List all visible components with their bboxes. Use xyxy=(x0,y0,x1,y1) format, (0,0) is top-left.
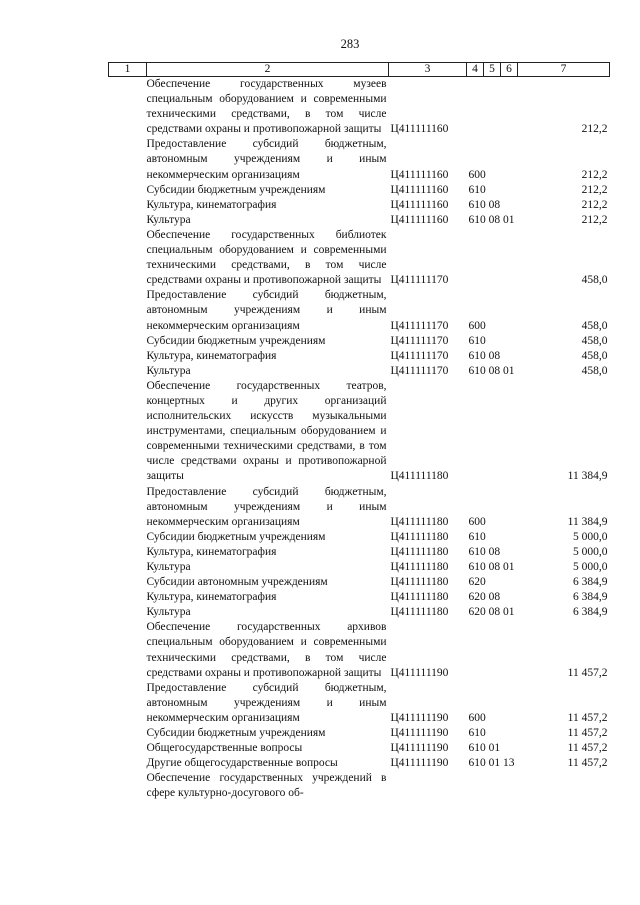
row-vr-text: 610 xyxy=(468,530,486,543)
row-code: Ц411111190 xyxy=(390,757,449,770)
table-row xyxy=(109,620,610,680)
row-name: Субсидии автономным учреждениям xyxy=(146,576,328,589)
row-name: Предоставление субсидий бюджетным, автономным учреждениям и иным некоммерческим организациям xyxy=(146,681,387,724)
row-amount xyxy=(518,771,610,801)
budget-table xyxy=(108,62,610,802)
table-row xyxy=(109,726,610,741)
row-name: Культура, кинематография xyxy=(146,349,277,362)
table-row xyxy=(109,590,610,605)
table-row xyxy=(109,545,610,560)
row-spacer xyxy=(109,334,147,349)
header-cell: 2 xyxy=(147,63,389,77)
header-cell: 3 xyxy=(389,63,467,77)
row-amount: 6 384,9 xyxy=(573,591,608,604)
row-name: Культура xyxy=(146,213,191,226)
row-code xyxy=(389,771,467,801)
table-row xyxy=(109,771,610,801)
row-vr-text: 600 xyxy=(468,168,486,181)
row-amount: 458,0 xyxy=(581,349,608,362)
row-name: Обеспечение государственных театров, концертных и других организаций исполнительских искусств музыкальными инструментами, специальным оборудованием и современными техническими средствами, в том числе средствами охраны и противопожарной защиты xyxy=(146,379,387,483)
row-vr-text: 620 xyxy=(468,576,486,589)
row-amount: 6 384,9 xyxy=(573,576,608,589)
header-row xyxy=(109,63,610,77)
row-spacer xyxy=(109,575,147,590)
row-spacer xyxy=(109,485,147,530)
row-code: Ц411111190 xyxy=(390,742,449,755)
row-name: Культура xyxy=(146,606,191,619)
row-code: Ц411111180 xyxy=(390,606,449,619)
row-spacer xyxy=(109,590,147,605)
row-name: Общегосударственные вопросы xyxy=(146,742,303,755)
row-spacer xyxy=(109,349,147,364)
row-vr xyxy=(467,334,518,349)
row-vr xyxy=(467,605,518,620)
row-amount: 212,2 xyxy=(581,213,608,226)
row-spacer xyxy=(109,756,147,771)
row-amount: 5 000,0 xyxy=(573,561,608,573)
row-amount: 11 457,2 xyxy=(567,757,608,770)
row-vr xyxy=(467,213,518,228)
row-code: Ц411111170 xyxy=(390,364,449,377)
row-vr xyxy=(467,77,518,138)
table-row xyxy=(109,485,610,530)
row-vr-text: 610 xyxy=(468,334,486,347)
row-name: Культура, кинематография xyxy=(146,591,277,604)
row-name: Культура xyxy=(146,561,191,573)
row-amount: 212,2 xyxy=(581,198,608,211)
row-name: Обеспечение государственных учреждений в сфере культурно-досугового об- xyxy=(146,772,387,800)
row-spacer xyxy=(109,560,147,575)
row-spacer xyxy=(109,183,147,198)
row-code: Ц411111180 xyxy=(390,515,449,528)
row-name: Культура xyxy=(146,364,191,377)
row-spacer xyxy=(109,213,147,228)
row-spacer xyxy=(109,741,147,756)
row-amount: 11 457,2 xyxy=(567,666,608,679)
header-cell: 7 xyxy=(518,63,610,77)
row-amount: 458,0 xyxy=(581,319,608,332)
row-spacer xyxy=(109,620,147,680)
row-spacer xyxy=(109,605,147,620)
row-vr-text: 610 08 xyxy=(468,545,501,558)
row-vr xyxy=(467,530,518,545)
row-spacer xyxy=(109,726,147,741)
row-vr xyxy=(467,349,518,364)
row-code: Ц411111170 xyxy=(390,349,449,362)
table-row xyxy=(109,741,610,756)
header-cell: 5 xyxy=(484,63,501,77)
row-vr-text: 610 08 01 xyxy=(468,364,515,377)
row-code: Ц411111170 xyxy=(390,274,449,287)
row-amount: 11 457,2 xyxy=(567,711,608,724)
row-vr-text: 610 xyxy=(468,727,486,740)
row-amount: 5 000,0 xyxy=(573,530,608,543)
row-name: Культура, кинематография xyxy=(146,198,277,211)
row-amount: 458,0 xyxy=(581,274,608,287)
row-vr xyxy=(467,379,518,485)
row-vr xyxy=(467,545,518,560)
row-code: Ц411111160 xyxy=(390,198,449,211)
table-row xyxy=(109,349,610,364)
row-amount: 458,0 xyxy=(581,334,608,347)
table-row xyxy=(109,756,610,771)
row-name: Другие общегосударственные вопросы xyxy=(146,757,338,770)
table-row xyxy=(109,137,610,182)
table-row xyxy=(109,198,610,213)
row-amount: 11 384,9 xyxy=(567,470,608,483)
row-vr xyxy=(467,183,518,198)
table-row xyxy=(109,681,610,726)
row-name: Предоставление субсидий бюджетным, автономным учреждениям и иным некоммерческим организациям xyxy=(146,485,387,528)
row-amount: 11 457,2 xyxy=(567,727,608,740)
header-cell: 1 xyxy=(109,63,147,77)
row-code: Ц411111180 xyxy=(390,591,449,604)
row-vr-text: 610 01 13 xyxy=(468,757,515,770)
row-vr-text: 610 08 xyxy=(468,349,501,362)
row-spacer xyxy=(109,137,147,182)
row-vr xyxy=(467,288,518,333)
row-vr xyxy=(467,575,518,590)
row-vr xyxy=(467,726,518,741)
row-spacer xyxy=(109,545,147,560)
row-vr xyxy=(467,364,518,379)
row-vr-text: 620 08 01 xyxy=(468,606,515,619)
row-spacer xyxy=(109,379,147,485)
row-code: Ц411111180 xyxy=(390,470,449,483)
row-code: Ц411111170 xyxy=(390,319,449,332)
row-code: Ц411111160 xyxy=(390,213,449,226)
row-code: Ц411111190 xyxy=(390,666,449,679)
row-vr xyxy=(467,560,518,575)
table-row xyxy=(109,530,610,545)
row-vr xyxy=(467,590,518,605)
row-amount: 5 000,0 xyxy=(573,545,608,558)
row-name: Субсидии бюджетным учреждениям xyxy=(146,530,326,543)
row-vr-text: 610 08 01 xyxy=(468,561,515,573)
row-spacer xyxy=(109,77,147,138)
row-vr-text: 620 08 xyxy=(468,591,501,604)
row-spacer xyxy=(109,198,147,213)
row-vr xyxy=(467,681,518,726)
row-name: Субсидии бюджетным учреждениям xyxy=(146,183,326,196)
row-amount: 11 457,2 xyxy=(567,742,608,755)
table-row xyxy=(109,560,610,575)
row-name: Обеспечение государственных архивов специальным оборудованием и современными техническими средствами, в том числе средствами охраны и противопожарной защиты xyxy=(146,621,387,679)
row-name: Предоставление субсидий бюджетным, автономным учреждениям и иным некоммерческим организациям xyxy=(146,138,387,181)
row-vr xyxy=(467,620,518,680)
row-spacer xyxy=(109,530,147,545)
row-amount: 6 384,9 xyxy=(573,606,608,619)
row-amount: 212,2 xyxy=(581,168,608,181)
table-row xyxy=(109,228,610,288)
row-vr-text: 600 xyxy=(468,319,486,332)
row-code: Ц411111160 xyxy=(390,183,449,196)
row-amount: 212,2 xyxy=(581,123,608,136)
row-code: Ц411111160 xyxy=(390,123,449,136)
row-vr xyxy=(467,485,518,530)
table-row xyxy=(109,575,610,590)
row-vr-text: 610 08 xyxy=(468,198,501,211)
row-vr-text: 600 xyxy=(468,711,486,724)
header-cell: 6 xyxy=(501,63,518,77)
row-code: Ц411111190 xyxy=(390,727,449,740)
row-amount: 212,2 xyxy=(581,183,608,196)
row-spacer xyxy=(109,681,147,726)
row-spacer xyxy=(109,228,147,288)
row-vr-text: 610 01 xyxy=(468,742,501,755)
table-row xyxy=(109,379,610,485)
page-number: 283 xyxy=(340,37,360,51)
row-name: Обеспечение государственных библиотек специальным оборудованием и современными техническими средствами, в том числе средствами охраны и противопожарной защиты xyxy=(146,228,387,287)
row-name: Культура, кинематография xyxy=(146,545,277,558)
row-vr xyxy=(467,198,518,213)
table-row xyxy=(109,183,610,198)
row-name: Субсидии бюджетным учреждениям xyxy=(146,334,326,347)
table-row xyxy=(109,605,610,620)
row-vr xyxy=(467,228,518,288)
row-code: Ц411111180 xyxy=(390,545,449,558)
row-code: Ц411111170 xyxy=(390,334,449,347)
row-vr-text: 610 08 01 xyxy=(468,213,515,226)
row-name: Обеспечение государственных музеев специальным оборудованием и современными техническими средствами, в том числе средствами охраны и противопожарной защиты xyxy=(146,78,387,136)
table-row xyxy=(109,364,610,379)
row-spacer xyxy=(109,771,147,801)
row-name: Субсидии бюджетным учреждениям xyxy=(146,727,326,740)
row-code: Ц411111180 xyxy=(390,561,449,573)
row-vr xyxy=(467,137,518,182)
row-spacer xyxy=(109,288,147,333)
row-code: Ц411111190 xyxy=(390,711,449,724)
row-amount: 458,0 xyxy=(581,364,608,377)
row-vr xyxy=(467,741,518,756)
table-row xyxy=(109,334,610,349)
row-vr xyxy=(467,771,518,801)
row-code: Ц411111160 xyxy=(390,168,449,181)
row-vr-text: 600 xyxy=(468,515,486,528)
table-row xyxy=(109,288,610,333)
row-spacer xyxy=(109,364,147,379)
table-row xyxy=(109,77,610,138)
row-code: Ц411111180 xyxy=(390,576,449,589)
row-code: Ц411111180 xyxy=(390,530,449,543)
row-amount: 11 384,9 xyxy=(567,515,608,528)
row-name: Предоставление субсидий бюджетным, автономным учреждениям и иным некоммерческим организациям xyxy=(146,289,387,332)
header-cell: 4 xyxy=(467,63,484,77)
table-row xyxy=(109,213,610,228)
row-vr xyxy=(467,756,518,771)
row-vr-text: 610 xyxy=(468,183,486,196)
